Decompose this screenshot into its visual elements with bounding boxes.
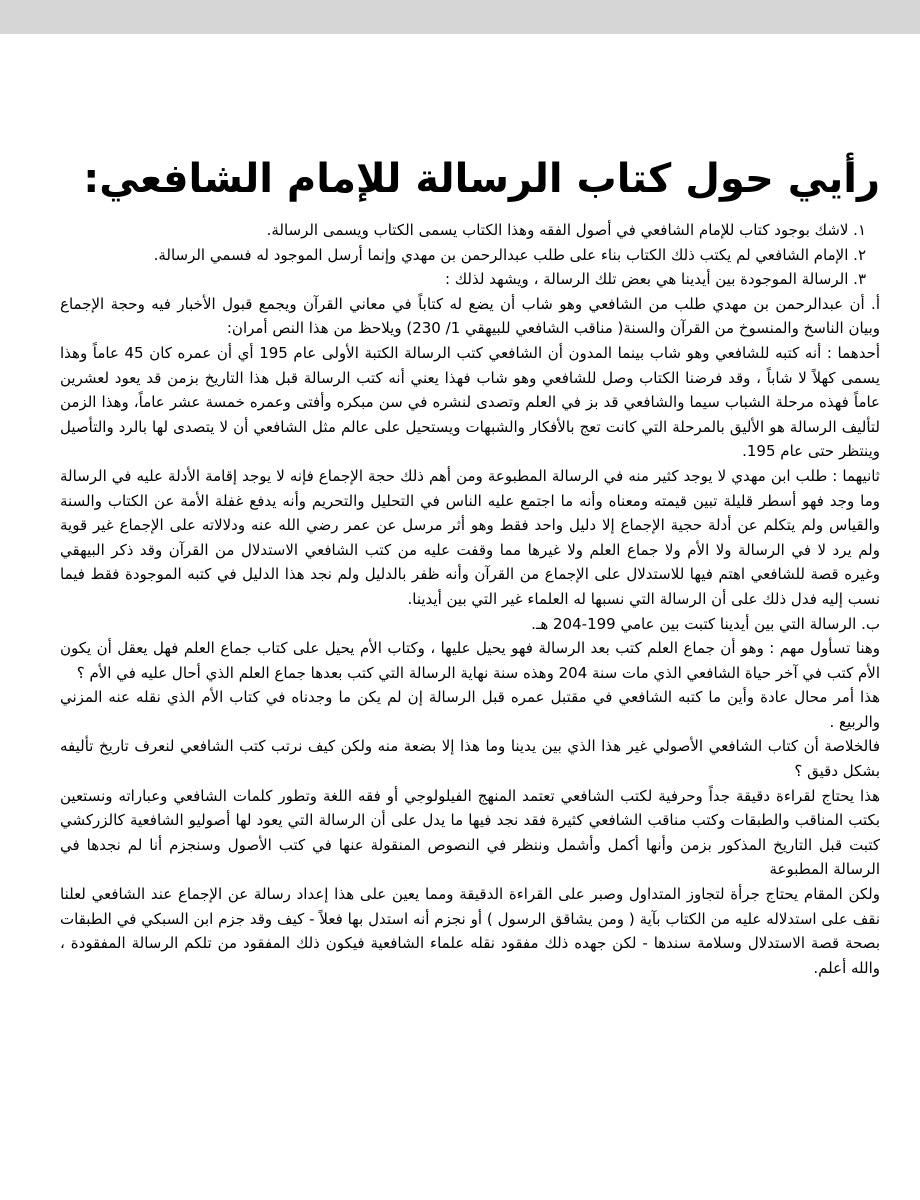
paragraph-evidence-a: أ. أن عبدالرحمن بن مهدي طلب من الشافعي وهو شاب أن يضع له كتاباً في معاني القرآن ويجمع قبول الأخبار فيه وحجة الإجماع وبيان الناسخ والمنسوخ من القرآن والسنة( مناقب الشافعي للبيهقي 1/ 230) ويلاحظ من هذا النص أمران: (60, 294, 880, 338)
paragraph-question: وهنا تسأول مهم : وهو أن جماع العلم كتب بعد الرسالة فهو يحيل عليها ، وكتاب الأم يحيل على كتاب جماع العلم فهل يعقل أن يكون الأم كتب في آخر حياة الشافعي الذي مات سنة 204 وهذه سنة نهاية الرسالة التي كتب بعدها جماع العلم الذي أحال عليه في الأم ؟ (60, 639, 880, 682)
paragraph-point-3: ٣. الرسالة الموجودة بين أيدينا هي بعض تلك الرسالة ، ويشهد لذلك : (444, 270, 866, 289)
paragraph-point-1: ١. لاشك بوجود كتاب للإمام الشافعي في أصول الفقه وهذا الكتاب يسمى الكتاب ويسمى الرسالة. (266, 221, 866, 239)
paragraph-method: هذا يحتاج لقراءة دقيقة جداً وحرفية لكتب الشافعي تعتمد المنهج الفيلولوجي أو فقه اللغة وتطور كلمات الشافعي وعباراته ونستعين بكتب المناقب والطبقات وكتب مناقب الشافعي كثيرة فقد نجد فيها ما يدل على أن الرسالة التي يعود لها أصوليو الشافعية كالزركشي كتبت قبل التاريخ المذكور بزمن وأنها أكمل وأشمل وننظر في النصوص المنقولة عنها في كتب الأصول وسنجزم أنا لم نجدها في الرسالة المطبوعة (60, 786, 880, 879)
paragraph-point-2: ٢. الإمام الشافعي لم يكتب ذلك الكتاب بناء على طلب عبدالرحمن بن مهدي وإنما أرسل الموجود له فسمي الرسالة. (153, 245, 866, 264)
document-body (60, 218, 880, 980)
top-bar (0, 0, 920, 34)
page-title: رأيي حول كتاب الرسالة للإمام الشافعي: (83, 156, 880, 202)
paragraph-evidence-b: ب. الرسالة التي بين أيدينا كتبت بين عامي 199-204 هـ. (531, 614, 880, 633)
paragraph-impossible: هذا أمر محال عادة وأين ما كتبه الشافعي في مقتبل عمره قبل الرسالة إن لم يكن ما وجدناه في كتاب الأم الذي نقله عنه المزني والربيع . (60, 688, 880, 731)
document-page (60, 146, 880, 980)
paragraph-closing: ولكن المقام يحتاج جرأة لتجاوز المتداول وصبر على القراءة الدقيقة ومما يعين على هذا إعداد رسالة عن الإجماع عند الشافعي لعلنا نقف على استدلاله عليه من الكتاب بآية ( ومن يشاقق الرسول ) أو نجزم أنه استدل بها فعلاً - كيف وقد جزم ابن السبكي في الطبقات بصحة قصة الاستدلال وسلامة سندها - لكن جهده ذلك مفقود نقله علماء الشافعية فيكون ذلك المفقود من تلكم الرسالة المفقودة ، والله أعلم. (60, 885, 880, 977)
paragraph-conclusion: فالخلاصة أن كتاب الشافعي الأصولي غير هذا الذي بين يدينا وما هذا إلا بضعة منه ولكن كيف نرتب كتب الشافعي لنعرف تاريخ تأليفه بشكل دقيق ؟ (60, 737, 880, 781)
paragraph-second-observation: ثانيهما : طلب ابن مهدي لا يوجد كثير منه في الرسالة المطبوعة ومن أهم ذلك حجة الإجماع فإنه لا يوجد إقامة الأدلة عليه في الرسالة وما وجد فهو أسطر قليلة تبين قيمته ومعناه وأنه ما اجتمع عليه الناس في التحليل والتحريم وأنه يدفع غفلة الأمة عن الكتاب والسنة والقياس ولم يتكلم عن أدلة حجية الإجماع إلا دليل واحد فقط وهو أثر مرسل عن عمر رضي الله عنه ودلالاته على الإجماع غير قوية ولم يرد لا في الرسالة ولا الأم ولا جماع العلم ولا غيرها مما وقفت عليه من كتب الشافعي الاستدلال من القرآن وقد ذكر البيهقي وغيره قصة للشافعي اهتم فيها للاستدلال على الإجماع من القرآن وأنه ظفر بالدليل ولم نجد هذا الدليل في كتبه الموجودة فقط فيما نسب إليه فدل ذلك على أن الرسالة التي نسبها له العلماء غير التي بين أيدينا. (60, 466, 880, 608)
paragraph-first-observation: أحدهما : أنه كتبه للشافعي وهو شاب بينما المدون أن الشافعي كتب الرسالة الكتبة الأولى عام 195 أي أن عمره كان 45 عاماً وهذا يسمى كهلاً لا شاباً ، وقد فرضنا الكتاب وصل للشافعي وهو شاب فهذا يعني أنه كتب الرسالة قبل هذا التاريخ بزمن قد يعود لعشرين عاماً فهذه مرحلة الشباب سيما والشافعي قد بز في العلم وتصدى لنشره في سن مبكره وأفتى وعمره خمسة عشر عاماً، وهذا الزمن لتأليف الرسالة هو الأليق بالمرحلة التي كانت تعج بالأفكار والشبهات ويستحيل على عالم مثل الشافعي أن لا يتصدى لها بالرد والتأصيل وينتظر حتى عام 195. (60, 343, 881, 461)
